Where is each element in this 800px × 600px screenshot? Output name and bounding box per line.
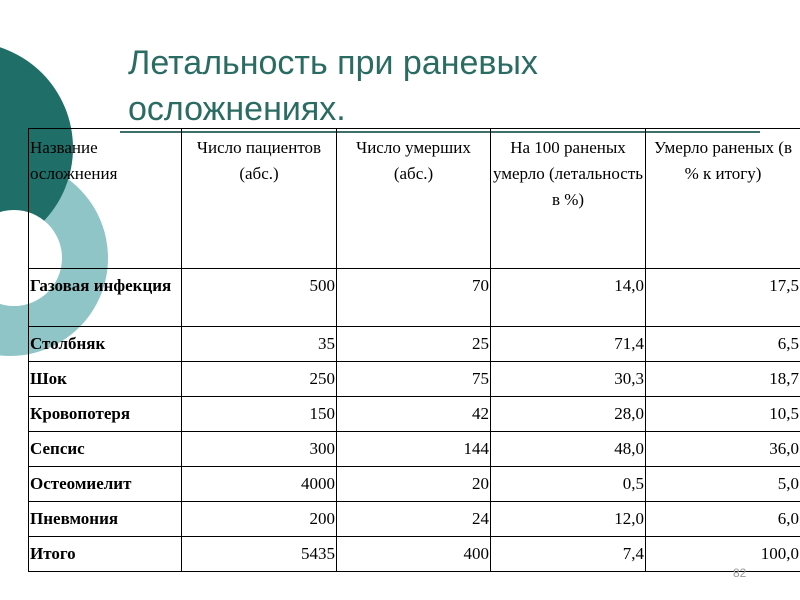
header-row	[29, 129, 800, 269]
row-mortality: 12,0	[491, 502, 646, 537]
row-name: Пневмония	[29, 502, 182, 537]
row-patients: 150	[182, 397, 337, 432]
table-row	[29, 269, 800, 327]
row-name: Столбняк	[29, 327, 182, 362]
table-row	[29, 362, 800, 397]
page-number: 82	[733, 566, 747, 580]
row-share: 18,7	[646, 362, 800, 397]
table-row	[29, 397, 800, 432]
row-deaths: 75	[337, 362, 491, 397]
table-row-total	[29, 537, 800, 572]
row-mortality: 48,0	[491, 432, 646, 467]
row-deaths: 42	[337, 397, 491, 432]
row-patients: 200	[182, 502, 337, 537]
row-deaths: 24	[337, 502, 491, 537]
row-share: 100,0	[646, 537, 800, 572]
row-mortality: 14,0	[491, 269, 646, 327]
slide-title: Летальность при раневых осложнениях.	[128, 44, 538, 128]
row-name: Шок	[29, 362, 182, 397]
row-name: Итого	[29, 537, 182, 572]
row-share: 10,5	[646, 397, 800, 432]
row-patients: 35	[182, 327, 337, 362]
row-mortality: 28,0	[491, 397, 646, 432]
header-mortality: На 100 раненых умерло (летальность в %)	[491, 129, 646, 269]
row-deaths: 70	[337, 269, 491, 327]
row-mortality: 71,4	[491, 327, 646, 362]
table-row	[29, 327, 800, 362]
row-deaths: 20	[337, 467, 491, 502]
header-share: Умерло раненых (в % к итогу)	[646, 129, 800, 269]
header-deaths: Число умерших (абс.)	[337, 129, 491, 269]
row-share: 17,5	[646, 269, 800, 327]
row-patients: 300	[182, 432, 337, 467]
row-name: Газовая инфекция	[29, 269, 182, 327]
row-share: 6,0	[646, 502, 800, 537]
header-complication: Название осложнения	[29, 129, 182, 269]
row-mortality: 0,5	[491, 467, 646, 502]
row-patients: 5435	[182, 537, 337, 572]
row-name: Кровопотеря	[29, 397, 182, 432]
complications-table	[28, 128, 800, 572]
row-deaths: 25	[337, 327, 491, 362]
row-share: 6,5	[646, 327, 800, 362]
row-share: 36,0	[646, 432, 800, 467]
row-share: 5,0	[646, 467, 800, 502]
header-patients: Число пациентов (абс.)	[182, 129, 337, 269]
row-deaths: 144	[337, 432, 491, 467]
row-patients: 4000	[182, 467, 337, 502]
table-row	[29, 502, 800, 537]
table-row	[29, 467, 800, 502]
row-patients: 250	[182, 362, 337, 397]
row-patients: 500	[182, 269, 337, 327]
row-mortality: 7,4	[491, 537, 646, 572]
row-name: Остеомиелит	[29, 467, 182, 502]
row-mortality: 30,3	[491, 362, 646, 397]
row-name: Сепсис	[29, 432, 182, 467]
table-row	[29, 432, 800, 467]
row-deaths: 400	[337, 537, 491, 572]
